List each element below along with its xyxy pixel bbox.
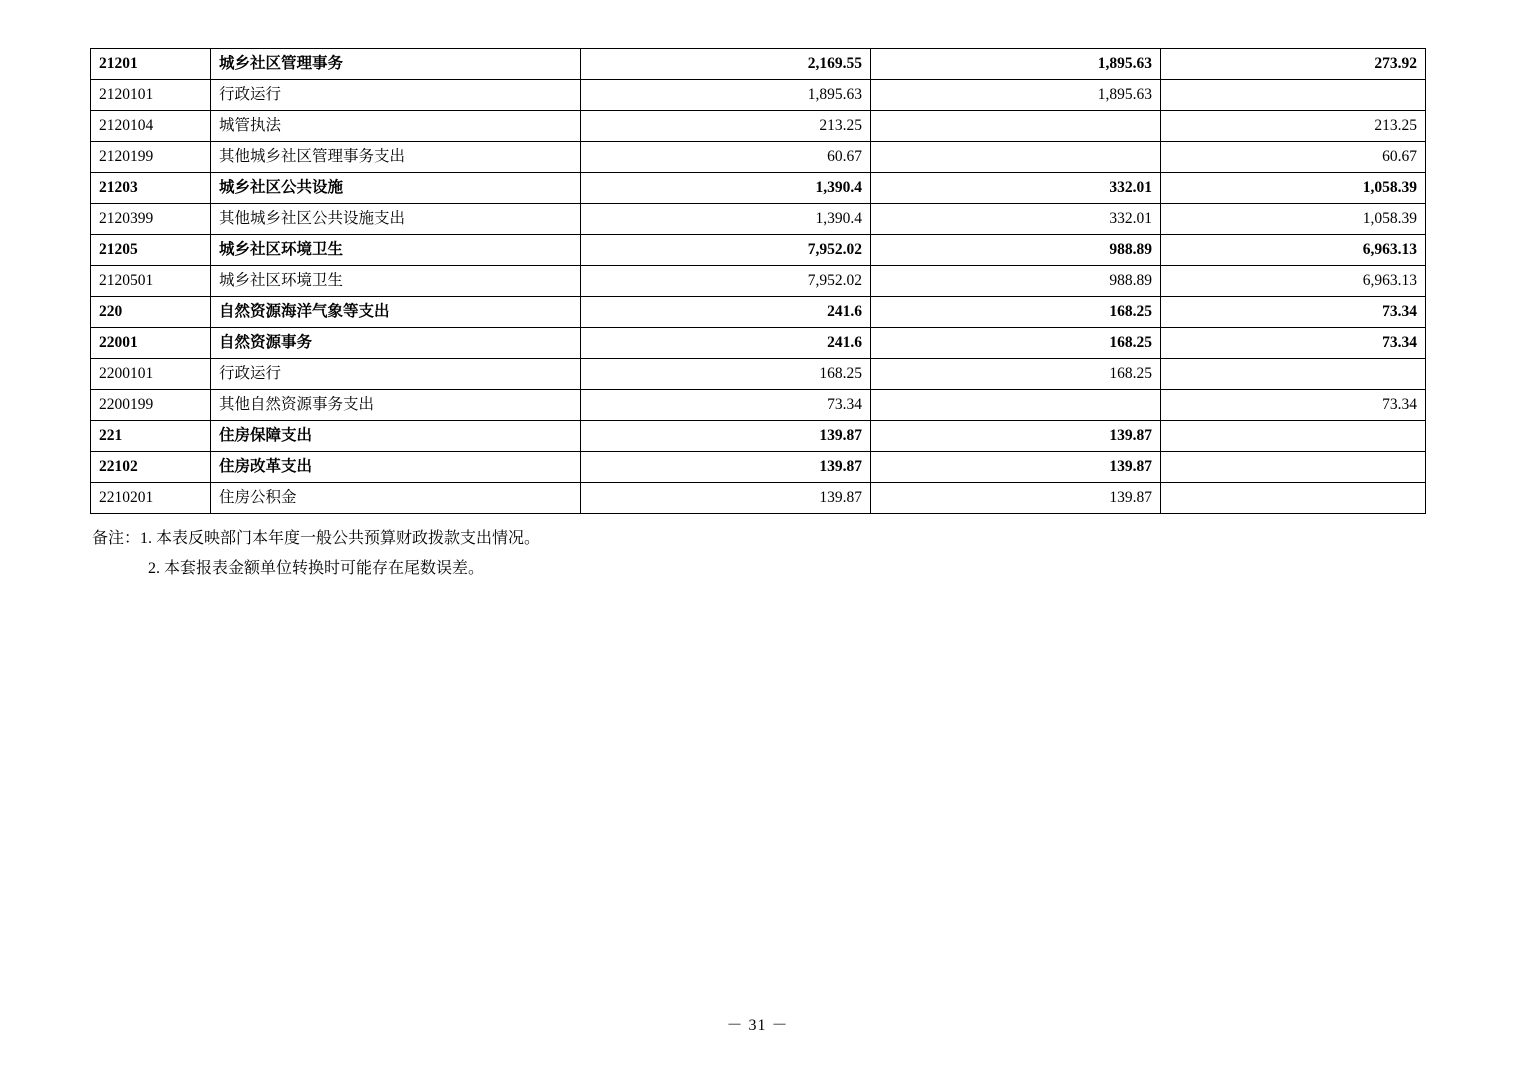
- cell-basic: [871, 142, 1161, 173]
- cell-code: 2120199: [91, 142, 211, 173]
- table-row: [91, 111, 1426, 142]
- table-row: [91, 297, 1426, 328]
- cell-project: [1161, 483, 1426, 514]
- cell-project: 73.34: [1161, 328, 1426, 359]
- cell-basic: 988.89: [871, 266, 1161, 297]
- budget-expenditure-table: [90, 48, 1426, 514]
- cell-total: 241.6: [581, 328, 871, 359]
- cell-total: 139.87: [581, 452, 871, 483]
- cell-code: 2120399: [91, 204, 211, 235]
- cell-total: 1,390.4: [581, 204, 871, 235]
- cell-basic: 988.89: [871, 235, 1161, 266]
- table-row: [91, 80, 1426, 111]
- cell-code: 21203: [91, 173, 211, 204]
- table-row: [91, 483, 1426, 514]
- cell-basic: 168.25: [871, 328, 1161, 359]
- cell-name: 城乡社区环境卫生: [211, 235, 581, 266]
- cell-basic: 139.87: [871, 483, 1161, 514]
- cell-code: 2200199: [91, 390, 211, 421]
- table-row: [91, 204, 1426, 235]
- cell-total: 139.87: [581, 421, 871, 452]
- cell-code: 22001: [91, 328, 211, 359]
- cell-basic: 139.87: [871, 421, 1161, 452]
- cell-name: 其他自然资源事务支出: [211, 390, 581, 421]
- cell-total: 1,895.63: [581, 80, 871, 111]
- cell-name: 城乡社区环境卫生: [211, 266, 581, 297]
- table-notes: [90, 524, 1425, 584]
- cell-name: 行政运行: [211, 359, 581, 390]
- cell-total: 73.34: [581, 390, 871, 421]
- table-row: [91, 173, 1426, 204]
- cell-basic: 1,895.63: [871, 49, 1161, 80]
- cell-name: 自然资源事务: [211, 328, 581, 359]
- cell-basic: 332.01: [871, 204, 1161, 235]
- cell-name: 城乡社区管理事务: [211, 49, 581, 80]
- cell-total: 60.67: [581, 142, 871, 173]
- cell-name: 住房保障支出: [211, 421, 581, 452]
- table-row: [91, 266, 1426, 297]
- cell-total: 2,169.55: [581, 49, 871, 80]
- cell-code: 2210201: [91, 483, 211, 514]
- table-row: [91, 359, 1426, 390]
- cell-project: 1,058.39: [1161, 204, 1426, 235]
- cell-code: 2120101: [91, 80, 211, 111]
- cell-name: 城乡社区公共设施: [211, 173, 581, 204]
- cell-basic: [871, 111, 1161, 142]
- cell-project: 6,963.13: [1161, 235, 1426, 266]
- note-line-1: 备注：1. 本表反映部门本年度一般公共预算财政拨款支出情况。: [92, 530, 541, 547]
- cell-basic: [871, 390, 1161, 421]
- cell-total: 139.87: [581, 483, 871, 514]
- cell-project: 213.25: [1161, 111, 1426, 142]
- cell-project: 60.67: [1161, 142, 1426, 173]
- cell-project: 6,963.13: [1161, 266, 1426, 297]
- cell-name: 其他城乡社区管理事务支出: [211, 142, 581, 173]
- cell-project: [1161, 452, 1426, 483]
- cell-name: 其他城乡社区公共设施支出: [211, 204, 581, 235]
- table-row: [91, 328, 1426, 359]
- cell-total: 168.25: [581, 359, 871, 390]
- cell-project: 73.34: [1161, 297, 1426, 328]
- cell-code: 2120104: [91, 111, 211, 142]
- cell-project: 73.34: [1161, 390, 1426, 421]
- cell-total: 7,952.02: [581, 235, 871, 266]
- table-row: [91, 390, 1426, 421]
- cell-code: 2200101: [91, 359, 211, 390]
- cell-basic: 332.01: [871, 173, 1161, 204]
- cell-basic: 1,895.63: [871, 80, 1161, 111]
- page-number: － 31 －: [726, 1017, 789, 1034]
- cell-name: 行政运行: [211, 80, 581, 111]
- cell-code: 21201: [91, 49, 211, 80]
- table-row: [91, 235, 1426, 266]
- cell-total: 213.25: [581, 111, 871, 142]
- cell-total: 1,390.4: [581, 173, 871, 204]
- table-row: [91, 421, 1426, 452]
- cell-name: 城管执法: [211, 111, 581, 142]
- cell-code: 221: [91, 421, 211, 452]
- note-line-2: 2. 本套报表金额单位转换时可能存在尾数误差。: [148, 560, 485, 577]
- cell-project: 1,058.39: [1161, 173, 1426, 204]
- cell-project: [1161, 359, 1426, 390]
- table-row: [91, 452, 1426, 483]
- table-row: [91, 142, 1426, 173]
- cell-code: 2120501: [91, 266, 211, 297]
- table-body: [91, 49, 1426, 514]
- cell-basic: 168.25: [871, 297, 1161, 328]
- cell-project: 273.92: [1161, 49, 1426, 80]
- cell-project: [1161, 421, 1426, 452]
- cell-code: 22102: [91, 452, 211, 483]
- cell-project: [1161, 80, 1426, 111]
- cell-name: 住房公积金: [211, 483, 581, 514]
- cell-code: 220: [91, 297, 211, 328]
- cell-name: 住房改革支出: [211, 452, 581, 483]
- cell-basic: 168.25: [871, 359, 1161, 390]
- cell-total: 241.6: [581, 297, 871, 328]
- cell-total: 7,952.02: [581, 266, 871, 297]
- cell-basic: 139.87: [871, 452, 1161, 483]
- cell-code: 21205: [91, 235, 211, 266]
- cell-name: 自然资源海洋气象等支出: [211, 297, 581, 328]
- table-row: [91, 49, 1426, 80]
